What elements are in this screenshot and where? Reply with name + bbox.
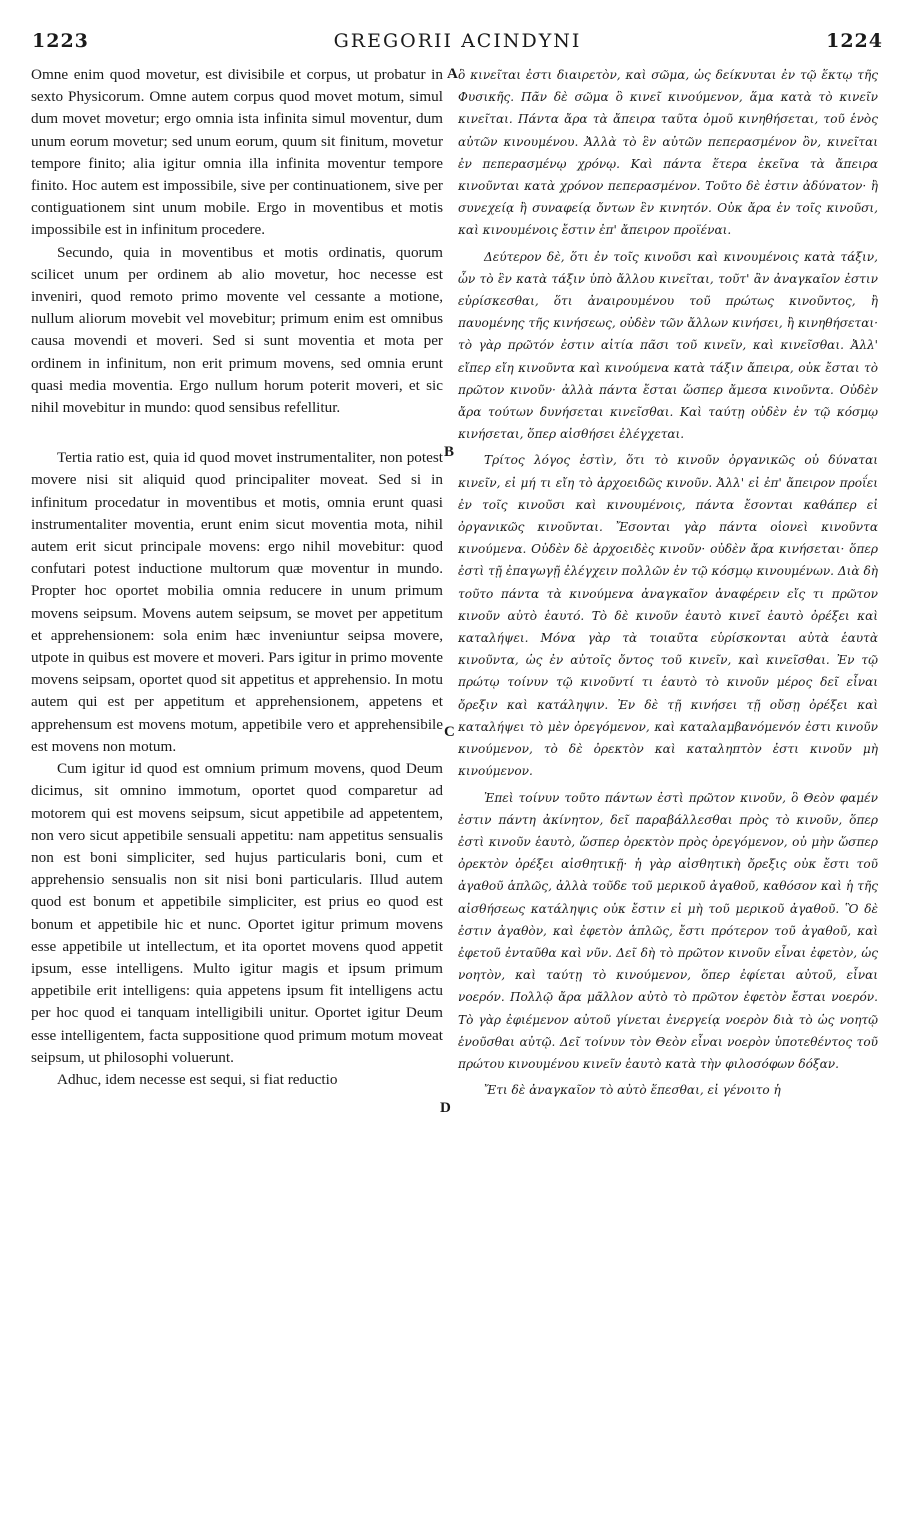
margin-marker-b: B [444,444,455,460]
latin-paragraph-5: Adhuc, idem necesse est sequi, si fiat reductio [57,1070,338,1088]
running-header [32,30,883,60]
greek-paragraph-2: Δεύτερον δὲ, ὅτι ἐν τοῖς κινοῦσι καὶ κινουμένοις κατὰ τάξιν, ὧν τὸ ἓν κατὰ τάξιν ὑπὸ ἄλλου κινεῖται, τοῦτ' ἂν ἀναγκαῖον ἐστιν εὑρίσκεσθαι, ὅτι ἀναιρουμένου τοῦ πρώτως κινοῦντος, ἢ παυομένης τῆς κινήσεως, οὐδὲν τῶν ἄλλων κινήσει, ἢ κινηθήσεται· τὸ γὰρ πρῶτόν ἐστιν αἰτία πᾶσι τοῦ κινεῖν, καὶ κινεῖσθαι. Ἀλλ' εἴπερ εἴη κινοῦντα καὶ κινούμενα κατὰ τάξιν ἄπειρα, οὐκ ἔσται τὸ πρῶτον κινοῦν· ἀλλὰ πάντα ἔσται ὥσπερ ἄμεσα κινοῦντα. Οὐδὲν ἄρα τούτων δυνήσεται κινεῖσθαι. Καὶ ταύτῃ οὐδὲν ἐν τῷ κόσμῳ κινήσεται, ὅπερ αἰσθήσει ἐλέγχεται. [458,249,878,442]
greek-paragraph-3: Τρίτος λόγος ἐστὶν, ὅτι τὸ κινοῦν ὀργανικῶς οὐ δύναται κινεῖν, εἰ μή τι εἴη τὸ ἀρχοειδῶς κινοῦν. Ἀλλ' εἰ ἐπ' ἄπειρον προΐει ἐν τοῖς κινοῦσι καὶ κινουμένοις, πάντα ἔσονται καθάπερ εἰ ὀργανικῶς κινοῦνται. Ἔσονται γὰρ πάντα οἱονεὶ κινοῦντα κινούμενα. Οὐδὲν δὲ ἀρχοειδὲς κινοῦν· οὐδὲν ἄρα κινήσεται· ὅπερ ἐστὶ τῇ ἐπαγωγῇ ἐλέγχειν πολλῶν ἐν τῷ κόσμῳ κινουμένων. Διὰ δὴ τοῦτο πάντα τὰ κινούμενα ἀναγκαῖον ἀναφέρειν εἴς τι πρῶτον κινοῦν αὐτὸ ἑαυτό. Τὸ δὲ κινοῦν ἑαυτὸ κινεῖ ἑαυτὸ ὀρέξει καὶ καταλήψει. Μόνα γὰρ τὰ τοιαῦτα εὑρίσκονται αὐτὰ ἑαυτὰ κινοῦντα, ὡς ἐν αὐτοῖς ὄντος τοῦ κινεῖν, καὶ κινεῖσθαι. Ἐν τῷ πρώτῳ τοίνυν τῷ κινοῦντί τι ἑαυτὸ τὸ κινοῦν μέρος δεῖ εἶναι ὄρεξιν καὶ κατάληψιν. Ἐν δὲ τῇ κινήσει τῇ οὔσῃ ὀρέξει καὶ καταλήψει τὸ μὲν ὀρεγόμενον, καὶ καταλαμβανόμενόν ἐστι κινοῦν κινούμενον, τὸ δὲ ὀρεκτὸν καὶ καταληπτὸν ἐστι κινοῦν μὴ κινούμενον. [458,453,878,779]
margin-marker-d: D [440,1100,451,1116]
greek-column [458,64,878,1101]
latin-paragraph-2: Secundo, quia in moventibus et motis ordinatis, quorum scilicet unum per ordinem ab alio movetur, hoc necesse est inveniri, quod remoto primo movente vel cessante a motione, nullum aliorum movebit vel movebitur; primum enim est omnibus causa movendi et moveri. Sed si sunt moventia et mota per ordinem in infinitum, non erit primum movens, sed omnia erunt quasi media moventia. Ergo nullum horum poterit moveri, et sic nihil movebitur in mundo: quod sensibus refellitur. [31,243,443,417]
latin-paragraph-1: Omne enim quod movetur, est divisibile et corpus, ut probatur in sexto Physicorum. Omne autem corpus quod movet motum, simul dum movet movetur; ergo omnia ista infinita simul moventur, dum unum eorum movetur; sed unum eorum, quum sit finitum, movetur tempore finito; alia igitur omnia illa infinita moventur tempore finito. Hoc autem est impossibile, sive per continuationem, sive per contiguationem sint unum mobile. Ergo in moventibus et motis impossibile est in infinitum procedere. [31,66,443,239]
latin-paragraph-4: Cum igitur id quod est omnium primum movens, quod Deum dicimus, sit omnino immotum, oportet quod comparetur ad motorem qui est movens seipsum, sicut appetibile ad appetentem, non vero sicut appetibile sensuali appetitu: nam appetitus sensualis non est boni simpliciter, sed hujus particularis boni, cum et apprehensio sensualis non sit nisi boni particularis. Illud autem quod est bonum et appetibile simpliciter, est prius eo quod est bonum et appetibile hic et nunc. Oportet igitur primum movens esse appetibile ut intellectum, et ita oportet movens quod appetit ipsum, esse intelligens. Multo igitur magis et ipsum primum appetibile erit intelligens: quia appetens ipsum fit intelligens actu per hoc quod ei tanquam intelligibili unitur. Oportet igitur Deum esse intelligentem, facta suppositione quod primum motum moveat seipsum, ut philosophi voluerunt. [31,760,443,1066]
margin-marker-a: A [447,66,458,82]
greek-paragraph-5: Ἔτι δὲ ἀναγκαῖον τὸ αὐτὸ ἕπεσθαι, εἰ γένοιτο ἡ [484,1083,781,1098]
running-title: GREGORII ACINDYNI [333,30,582,52]
greek-paragraph-1: ὃ κινεῖται ἐστι διαιρετὸν, καὶ σῶμα, ὡς δείκνυται ἐν τῷ ἕκτῳ τῆς Φυσικῆς. Πᾶν δὲ σῶμα ὃ κινεῖ κινούμενον, ἅμα κατὰ τὸ κινεῖν κινεῖται. Πάντα ἄρα τὰ ἄπειρα ταῦτα ὁμοῦ κινηθήσεται, τοῦ ἑνὸς αὐτῶν κινουμένου. Ἀλλὰ τὸ ἓν αὐτῶν πεπερασμένον ὂν, κινεῖται ἐν πεπερασμένῳ χρόνῳ. Καὶ πάντα ἕτερα ἐκεῖνα τὰ ἄπειρα κινοῦνται κατὰ χρόνον πεπερασμένον. Τοῦτο δὲ ἐστιν ἀδύνατον· ἢ συνεχείᾳ ἢ συναφείᾳ ὄντων ἓν κινητόν. Οὐκ ἄρα ἐν τοῖς κινοῦσι, καὶ κινουμένοις ἔστιν ἐπ' ἄπειρον προϊέναι. [458,68,878,238]
page-number-right: 1224 [826,30,883,52]
greek-paragraph-4: Ἐπεὶ τοίνυν τοῦτο πάντων ἐστὶ πρῶτον κινοῦν, ὃ Θεὸν φαμέν ἐστιν πάντη ἀκίνητον, δεῖ παραβάλλεσθαι πρὸς τὸ κινοῦν, ὅπερ ἐστὶ κινοῦν ἑαυτὸ, ὥσπερ ὀρεκτὸν πρὸς ὀρεγόμενον, οὐ μὴν ὥσπερ ὀρεκτὸν ὀρέξει αἰσθητικῇ· ἡ γὰρ αἰσθητικὴ ὄρεξις οὐκ ἔστι τοῦ ἀγαθοῦ ἁπλῶς, ἀλλὰ τοῦδε τοῦ μερικοῦ ἀγαθοῦ, καθόσον καὶ ἡ τῆς αἰσθήσεως κατάληψις οὐκ ἔστιν εἰ μὴ τοῦ μερικοῦ ἀγαθοῦ. Ὃ δὲ ἐστιν ἀγαθὸν, καὶ ἐφετὸν ἁπλῶς, ἔστι πρότερον τοῦ ἀγαθοῦ, καὶ ἐφετοῦ ἐνταῦθα καὶ νῦν. Δεῖ δὴ τὸ πρῶτον κινοῦν εἶναι ἐφετὸν, ὡς νοητὸν, καὶ ταύτῃ τὸ κινούμενον, ὅπερ ἐφίεται αὐτοῦ, εἶναι νοερόν. Πολλῷ ἄρα μᾶλλον αὐτὸ τὸ πρῶτον ἐφετὸν ἔσται νοερόν. Τὸ γὰρ ἐφιέμενον αὐτοῦ γίνεται ἐνεργείᾳ νοερὸν διὰ τὸ ὡς νοητῷ ἑνοῦσθαι αὐτῷ. Δεῖ τοίνυν τὸν Θεὸν εἶναι νοερὸν ὑποτεθέντος τοῦ πρώτου κινουμένου κινεῖν ἑαυτὸ κατὰ τὴν φιλοσόφων δόξαν. [458,790,878,1071]
paragraph-gap [31,419,443,447]
latin-paragraph-3: Tertia ratio est, quia id quod movet instrumentaliter, non potest movere nisi sit aliquid quod principaliter moveat. Sed si in infinitum procedatur in moventibus et motis, omnia erunt quasi instrumentaliter moventia, erunt enim sicut moventia mota, nihil autem erit sicut principale movens: ergo nihil movebitur: quod confutari potest inductione multorum quæ moventur in mundo. Propter hoc oportet mobilia omnia reducere in unum primum movens seipsum. Movens autem seipsum, se movet per appetitum et apprehensionem: sola enim hæc inveniuntur seipsa movere, utpote in quibus est movere et moveri. Pars igitur in primo movente movens seipsam, oportet quod sit appetitus et apprehensio. In motu autem qui est per appetitum et apprehensionem, appetens et apprehensum est movens motum, appetibile vero et apprehensibile est movens non motum. [31,449,443,755]
latin-column [31,64,443,1091]
margin-marker-c: C [444,724,455,740]
page-number-left: 1223 [32,30,89,52]
